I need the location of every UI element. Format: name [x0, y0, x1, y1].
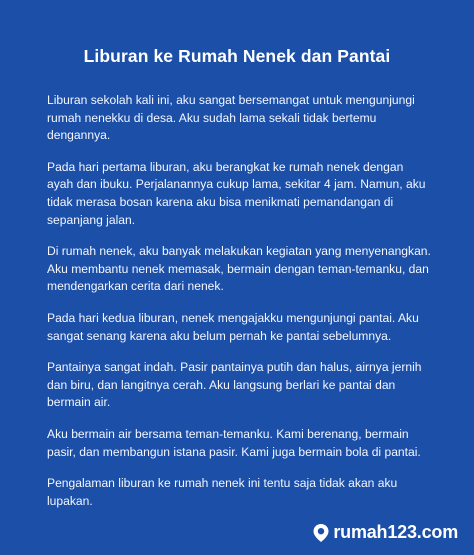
story-paragraph: Aku bermain air bersama teman-temanku. Kami berenang, bermain pasir, dan membangun istana pasir. Kami juga bermain bola di pantai. [47, 426, 421, 459]
story-body [47, 92, 432, 524]
story-paragraph: Pada hari kedua liburan, nenek mengajakku mengunjungi pantai. Aku sangat senang karena aku belum pernah ke pantai sebelumnya. [47, 310, 419, 343]
story-paragraph: Liburan sekolah kali ini, aku sangat bersemangat untuk mengunjungi rumah nenekku di desa. Aku sudah lama sekali tidak bertemu dengannya. [47, 93, 415, 143]
story-paragraph: Pantainya sangat indah. Pasir pantainya putih dan halus, airnya jernih dan biru, dan langitnya cerah. Aku langsung berlari ke pantai dan bermain air. [47, 360, 422, 410]
brand-logo [312, 522, 458, 543]
story-paragraph: Pengalaman liburan ke rumah nenek ini tentu saja tidak akan aku lupakan. [47, 476, 398, 508]
story-paragraph: Pada hari pertama liburan, aku berangkat ke rumah nenek dengan ayah dan ibuku. Perjalanannya cukup lama, sekitar 4 jam. Namun, aku tidak merasa bosan karena aku bisa menikmati pemandangan di sepanjang jalan. [47, 159, 426, 227]
story-title: Liburan ke Rumah Nenek dan Pantai [83, 46, 391, 66]
location-pin-icon [312, 523, 330, 543]
brand-text: rumah123.com [333, 522, 458, 542]
story-paragraph: Di rumah nenek, aku banyak melakukan kegiatan yang menyenangkan. Aku membantu nenek memasak, bermain dengan teman-temanku, dan mendengarkan cerita dari nenek. [47, 244, 431, 294]
